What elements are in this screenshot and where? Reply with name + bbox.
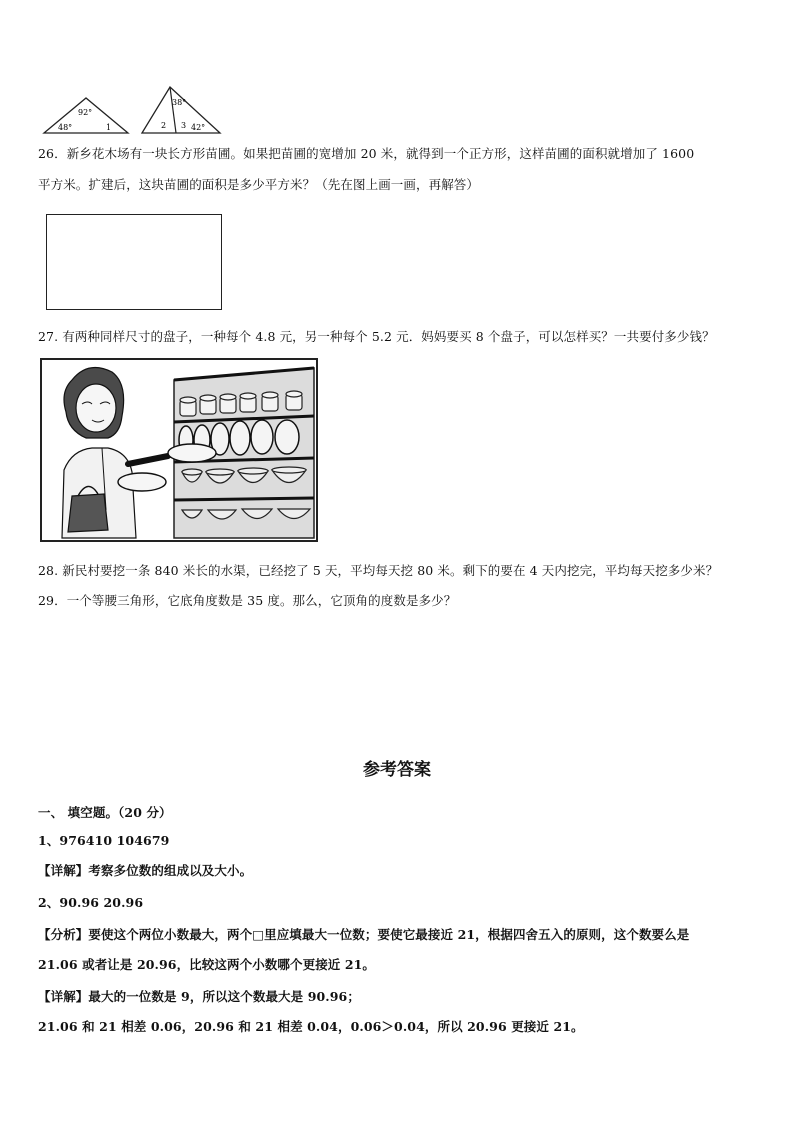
section-fill-in-blank: 一、 填空题。（20 分） [38, 805, 172, 820]
answer-2-detail-line-1: 【详解】最大的一位数是 9，所以这个数最大是 90.96； [38, 989, 360, 1004]
angle-label-92: 92° [78, 108, 93, 117]
question-26-line-2: 平方米。扩建后，这块苗圃的面积是多少平方米？（先在图上画一画，再解答） [38, 177, 480, 192]
triangle-figure-1 [40, 94, 132, 136]
question-28: 28. 新民村要挖一条 840 米长的水渠，已经挖了 5 天，平均每天挖 80 米。剩下的要在 4 天内挖完，平均每天挖多少米？ [38, 563, 719, 578]
answer-2-detail-line-2: 21.06 和 21 相差 0.06，20.96 和 21 相差 0.04，0.06＞0.04，所以 20.96 更接近 21。 [38, 1019, 584, 1034]
question-27: 27. 有两种同样尺寸的盘子，一种每个 4.8 元，另一种每个 5.2 元．妈妈要买 8 个盘子，可以怎样买？一共要付多少钱？ [38, 329, 715, 344]
answer-1: 1、976410 104679 [38, 833, 170, 848]
answer-2-analysis-line-1: 【分析】要使这个两位小数最大，两个□里应填最大一位数；要使它最接近 21，根据四舍五入的原则，这个数要么是 [38, 927, 690, 942]
answer-1-detail: 【详解】考察多位数的组成以及大小。 [38, 863, 253, 878]
question-26-line-1: 26．新乡花木场有一块长方形苗圃。如果把苗圃的宽增加 20 米，就得到一个正方形，这样苗圃的面积就增加了 1600 [38, 146, 695, 161]
rectangle-drawing-area [46, 214, 222, 310]
angle-label-48: 48° [58, 123, 73, 132]
question-29: 29．一个等腰三角形，它底角度数是 35 度。那么，它顶角的度数是多少？ [38, 593, 457, 608]
plates-illustration [40, 358, 318, 542]
answer-2-analysis-line-2: 21.06 或者让是 20.96，比较这两个小数哪个更接近 21。 [38, 957, 376, 972]
angle-label-38: 38° [172, 98, 187, 107]
angle-label-2: 2 [161, 121, 167, 130]
triangle-figure-2 [140, 84, 224, 136]
angle-label-3: 3 [181, 121, 187, 130]
angle-label-1: 1 [106, 123, 112, 132]
answers-title: 参考答案 [363, 760, 431, 780]
angle-label-42: 42° [191, 123, 206, 132]
mother-and-shelf-drawing [42, 360, 316, 540]
answer-2: 2、90.96 20.96 [38, 895, 144, 910]
